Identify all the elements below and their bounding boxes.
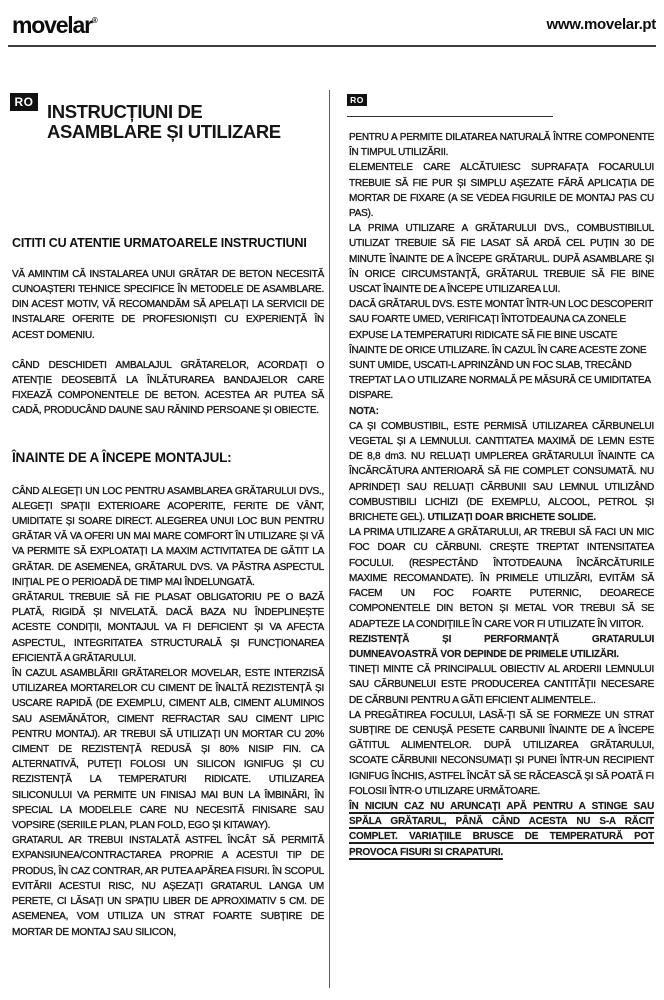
- text-segment: DACĂ GRĂTARUL DVS. ESTE MONTAT ÎNTR-UN LOC DESCOPERIT SAU FOARTE UMED, VERIFICAȚI ÎNTOTDEAUNA CA ZONELE EXPUSE LA TEMPERATURI RIDICATE SĂ FIE BINE USCATE ÎNAINTE DE ORICE UTILIZARE. ÎN CAZUL ÎN CARE ACESTE ZONE SUNT UMIDE, USCATI-L APRINZÂND UN FOC SLAB, TRECÂND TREPTAT LA O UTILIZARE NORMALĂ PE MĂSURĂ CE UMIDITATEA DISPARE.: [349, 299, 653, 402]
- page-header: [10, 10, 656, 44]
- text-segment: CÂND DESCHIDETI AMBALAJUL GRĂTARELOR, ACORDAȚI O ATENȚIE DEOSEBITĂ LA ÎNLĂTURAREA BANDAJELOR CARE FIXEAZĂ COMPONENTELE DE BETON. ACESTEA AR PUTEA SĂ CADĂ, PRODUCÂND DAUNE SAU RĂNIND PERSOANE ȘI OBIECTE.: [12, 359, 324, 417]
- paragraph: [347, 632, 656, 662]
- text-segment: CA ȘI COMBUSTIBIL, ESTE PERMISĂ UTILIZAREA CĂRBUNELUI VEGETAL ȘI A LEMNULUI. CANTITATEA MAXIMĂ DE LEMN ESTE DE 8,8 dm3. NU RELUAȚI UMPLEREA GRĂTARULUI ÎNAINTE CA ÎNCĂRCĂTURA ANTERIOARĂ SĂ FIE COMPLET CONSUMATĂ. NU APRINDEȚI SAU RELUAȚI CĂRBUNII SAU LEMNUL UTILIZÂND COMBUSTIBILI LICHIZI (DE EXEMPLU, ALCOOL, PETROL ȘI BRICHETE GEL).: [349, 420, 654, 524]
- emphasized-text-segment: UTILIZAȚI DOAR BRICHETE SOLIDE.: [427, 512, 596, 524]
- intro-paragraphs: [10, 267, 326, 419]
- registered-mark: ®: [91, 16, 98, 25]
- emphasized-text-segment: REZISTENȚĂ ȘI PERFORMANȚĂ GRATARULUI DUMNEAVOASTRĂ VOR DEPINDE DE PRIMELE UTILIZĂRI.: [349, 633, 654, 660]
- emphasized-text-segment: ÎN NICIUN CAZ NU ARUNCAȚI APĂ PENTRU A STINGE SAU SPĂLA GRĂTARUL, PÂNĂ CÂND ACESTA NU S-A RĂCIT COMPLET. VARIAȚIILE BRUSCE DE TEMPERATURĂ POT PROVOCA FISURI SI CRAPATURI.: [349, 800, 654, 858]
- paragraph: [10, 267, 326, 343]
- paragraph: [10, 833, 326, 939]
- paragraph: [347, 130, 656, 160]
- text-segment: CÂND ALEGEȚI UN LOC PENTRU ASAMBLAREA GRĂTARULUI DVS., ALEGEȚI SPAȚII EXTERIOARE ACOPERITE, FERITE DE VÂNT, UMIDITATE ȘI SOARE DIRECT. ALEGEREA UNUI LOC BUN PENTRU GRĂTAR VĂ VA OFERI UN MAI MARE COMFORT ÎN UTILIZARE ȘI VĂ VA PERMITE SĂ EXPLOATAȚI LA MAXIM ACTIVITATEA DE GĂTIT LA GRĂTAR. DE ASEMENEA, GRĂTARUL DVS. VA PĂSTRA ASPECTUL INIȚIAL PE O PERIOADĂ DE TIMP MAI ÎNDELUNGATĂ.: [12, 485, 324, 588]
- page-title-line2: ASAMBLARE ȘI UTILIZARE: [47, 121, 281, 143]
- paragraph: [347, 160, 656, 221]
- text-segment: TINEȚI MINTE CĂ PRINCIPALUL OBIECTIV AL ARDERII LEMNULUI SAU CĂRBUNELUI ESTE PRODUCEREA CANTITĂȚII NECESARE DE CĂRBUNI PENTRU A GĂTI EFICIENT ALIMENTELE..: [349, 664, 654, 706]
- page-title: [47, 102, 281, 142]
- paragraph: [10, 590, 326, 666]
- paragraph: [347, 708, 656, 799]
- left-column: [10, 90, 326, 1000]
- brand-logo: [12, 12, 98, 39]
- content-columns: [10, 90, 656, 1000]
- text-segment: LA PREGĂTIREA FOCULUI, LASĂ-ȚI SĂ SE FORMEZE UN STRAT SUBȚIRE DE CENUȘĂ PESETE CARBUNII ÎNAINTE DE A ÎNCEPE GĂTITUL ALIMENTELOR. DUPĂ UTILIZAREA GRĂTARULUI, SCOATE CĂRBUNII NECONSUMAȚI ȘI PUNEI ÎNTR-UN RECIPIENT IGNIFUG ÎNCHIS, ASTFEL ÎNCÂT SĂ SE RĂCEASCĂ ȘI SĂ POATĂ FI FOLOSII ÎNTR-O UTILIZARE URMĂTOARE.: [349, 709, 654, 797]
- brand-logo-text: movelar: [12, 12, 92, 38]
- text-segment: VĂ AMINTIM CĂ INSTALAREA UNUI GRĂTAR DE BETON NECESITĂ CUNOAȘTERI TEHNICE SPECIFICE ÎN METODELE DE ASAMBLARE. DIN ACEST MOTIV, VĂ RECOMANDĂM SĂ APELAȚI LA SERVICII DE INSTALARE OFERITE DE PROFESIONIȘTI CU EXPERIENȚĂ ÎN ACEST DOMENIU.: [12, 268, 324, 341]
- text-segment: PENTRU A PERMITE DILATAREA NATURALĂ ÎNTRE COMPONENTE ÎN TIMPUL UTILIZĂRII.: [349, 132, 654, 159]
- emphasized-text-segment: NOTA:: [349, 405, 379, 417]
- text-segment: LA PRIMA UTILIZARE A GRĂTARULUI, AR TREBUI SĂ FACI UN MIC FOC DOAR CU CĂRBUNI. CREȘTE TREPTAT INTENSITATEA FOCULUI. (RESPECTÂND ÎNTOTDEAUNA ÎNCĂRCĂTURILE MAXIME RECOMANDATE). ÎN PRIMELE UTILIZĂRI, EVITĂM SĂ FACEM UN FOC FOARTE PUTERNIC, DEOARECE COMPONENTELE DIN BETON ȘI METAL VOR TREBUI SĂ SE ADAPTEZE LA CONDIȚIILE ÎN CARE VOR FI UTILIZATE ÎN VIITOR.: [349, 527, 654, 630]
- right-column: [347, 90, 656, 1000]
- paragraph: [347, 525, 656, 631]
- paragraph: [347, 297, 656, 403]
- language-badge: RO: [10, 93, 38, 111]
- text-segment: ELEMENTELE CARE ALCĂTUIESC SUPRAFAȚA FOCARULUI TREBUIE SĂ FIE PUR ȘI SIMPLU AȘEZATE FĂRĂ APLICAȚIA DE MORTAR DE FIXARE (A SE VEDEA FIGURILE DE MONTAJ PAS CU PAS).: [349, 162, 654, 220]
- website-url: www.movelar.pt: [546, 16, 656, 33]
- language-badge: RO: [347, 94, 367, 106]
- page-title-line1: INSTRUCȚIUNI DE: [47, 101, 203, 123]
- paragraph: [10, 484, 326, 590]
- title-row: [10, 90, 326, 155]
- paragraph: [347, 221, 656, 297]
- text-segment: LA PRIMA UTILIZARE A GRĂTARULUI DVS., COMBUSTIBILUL UTILIZAT TREBUIE SĂ FIE LASAT SĂ ARDĂ CEL PUȚIN 30 DE MINUTE ÎNAINTE DE A ÎNCEPE GRĂTARUL. DUPĂ ASAMBLARE ȘI ÎN ORICE CIRCUMSTANȚĂ, GRĂTARUL TREBUIE SĂ FIE BINE USCAT ÎNAINTE DE A ÎNCEPE UTILIZAREA LUI.: [349, 223, 654, 296]
- paragraph: [10, 358, 326, 419]
- usage-paragraphs: [347, 130, 656, 860]
- column-divider: [329, 90, 330, 988]
- header-divider: [8, 45, 656, 47]
- text-segment: GRĂTARUL TREBUIE SĂ FIE PLASAT OBLIGATORIU PE O BAZĂ PLATĂ, RIGIDĂ ȘI NIVELATĂ. DACĂ BAZA NU ÎNDEPLINEȘTE ACESTE CONDIȚII, MONTAJUL VA FI DEFICIENT ȘI VA AFECTA ASPECTUL, INTEGRITATEA STRUCTURALĂ ȘI FUNCȚIONAREA EFICIENTĂ A GRĂTARULUI.: [12, 592, 324, 664]
- text-segment: GRATARUL AR TREBUI INSTALATĂ ASTFEL ÎNCÂT SĂ PERMITĂ EXPANSIUNEA/CONTRACTAREA PROPRIE A ACESTUI TIP DE PRODUS, ÎN CAZ CONTRAR, AR PUTEA APĂREA FISURI. ÎN SCOPUL EVITĂRII ACESTUI RISC, NU AȘEZAȚI GRATARUL LANGA UM PERETE, CI LĂSAȚI UN SPAȚIU LIBER DE APROXIMATIV 5 CM. DE ASEMENEA, VOM UTILIZA UN STRAT FOARTE SUBȚIRE DE MORTAR DE MONTAJ SAU SILICON,: [12, 835, 324, 938]
- section-heading-before-assembly: ÎNAINTE DE A ÎNCEPE MONTAJUL:: [12, 449, 232, 465]
- badge-underline: [347, 116, 553, 117]
- assembly-paragraphs: [10, 484, 326, 940]
- paragraph: [347, 404, 656, 419]
- paragraph: [10, 666, 326, 833]
- paragraph: [347, 419, 656, 525]
- paragraph: [347, 799, 656, 860]
- section-heading-read-carefully: CITITI CU ATENTIE URMATOARELE INSTRUCTIUNI: [12, 235, 307, 250]
- text-segment: ÎN CAZUL ASAMBLĂRII GRĂTARELOR MOVELAR, ESTE INTERZISĂ UTILIZAREA MORTARELOR CU CIMENT DE ÎNALTĂ REZISTENȚĂ ȘI USCARE RAPIDĂ (DE EXEMPLU, CIMENT ALB, CIMENT ALUMINOS SAU ASEMĂNĂTOR, CIMENT REFRACTAR SAU CIMENT LIPIC PENTRU MONTAJ). AR TREBUI SĂ UTILIZAȚI UN MORTAR CU 20% CIMENT DE REZISTENȚĂ REDUSĂ ȘI 80% NISIP FIN. CA ALTERNATIVĂ, PUTEȚI FOLOSI UN SILICON IGNIFUG ȘI CU REZISTENȚĂ LA TEMPERATURI RIDICATE. UTILIZAREA SILICONULUI VA PERMITE UN FINISAJ MAI BUN LA ÎMBINĂRI, ÎN SPECIAL LA MODELELE CARE NU NECESITĂ FINISARE SAU VOPSIRE (SERIILE PLAN, PLAN FOLD, EGO ȘI KITAWAY).: [12, 668, 324, 832]
- paragraph: [347, 662, 656, 708]
